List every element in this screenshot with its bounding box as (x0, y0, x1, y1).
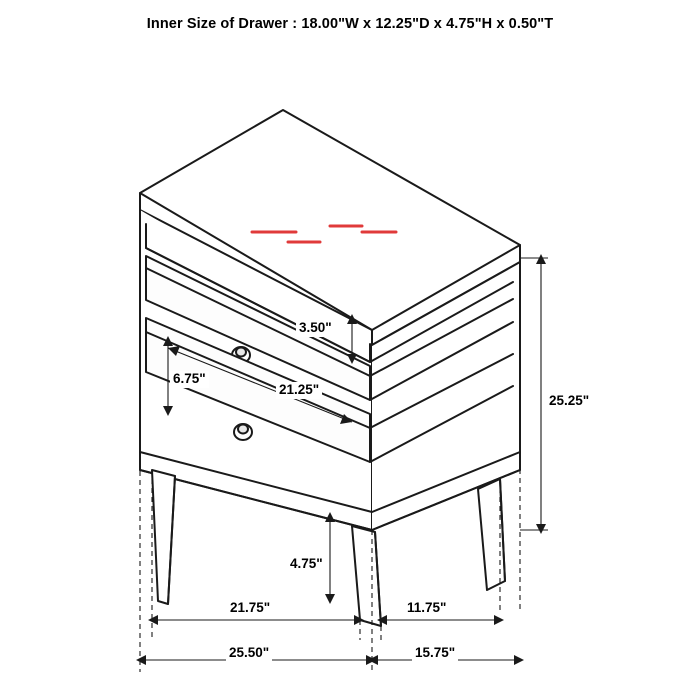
dim-overall-height (520, 254, 548, 534)
dim-label-drawer-side-height: 6.75" (170, 371, 209, 388)
dim-label-side-depth: 11.75" (404, 600, 449, 617)
dim-label-overall-depth: 15.75" (412, 645, 458, 662)
dim-label-overall-height: 25.25" (546, 393, 592, 410)
dim-label-drawer-front-height: 3.50" (296, 320, 335, 337)
dim-leg-height (325, 512, 335, 604)
dim-label-front-width: 21.75" (227, 600, 273, 617)
dim-label-drawer-width: 21.25" (276, 382, 322, 399)
dim-label-leg-height: 4.75" (287, 556, 326, 573)
page-title: Inner Size of Drawer : 18.00"W x 12.25"D x 4.75"H x 0.50"T (146, 16, 554, 32)
dim-label-overall-width: 25.50" (226, 645, 272, 662)
